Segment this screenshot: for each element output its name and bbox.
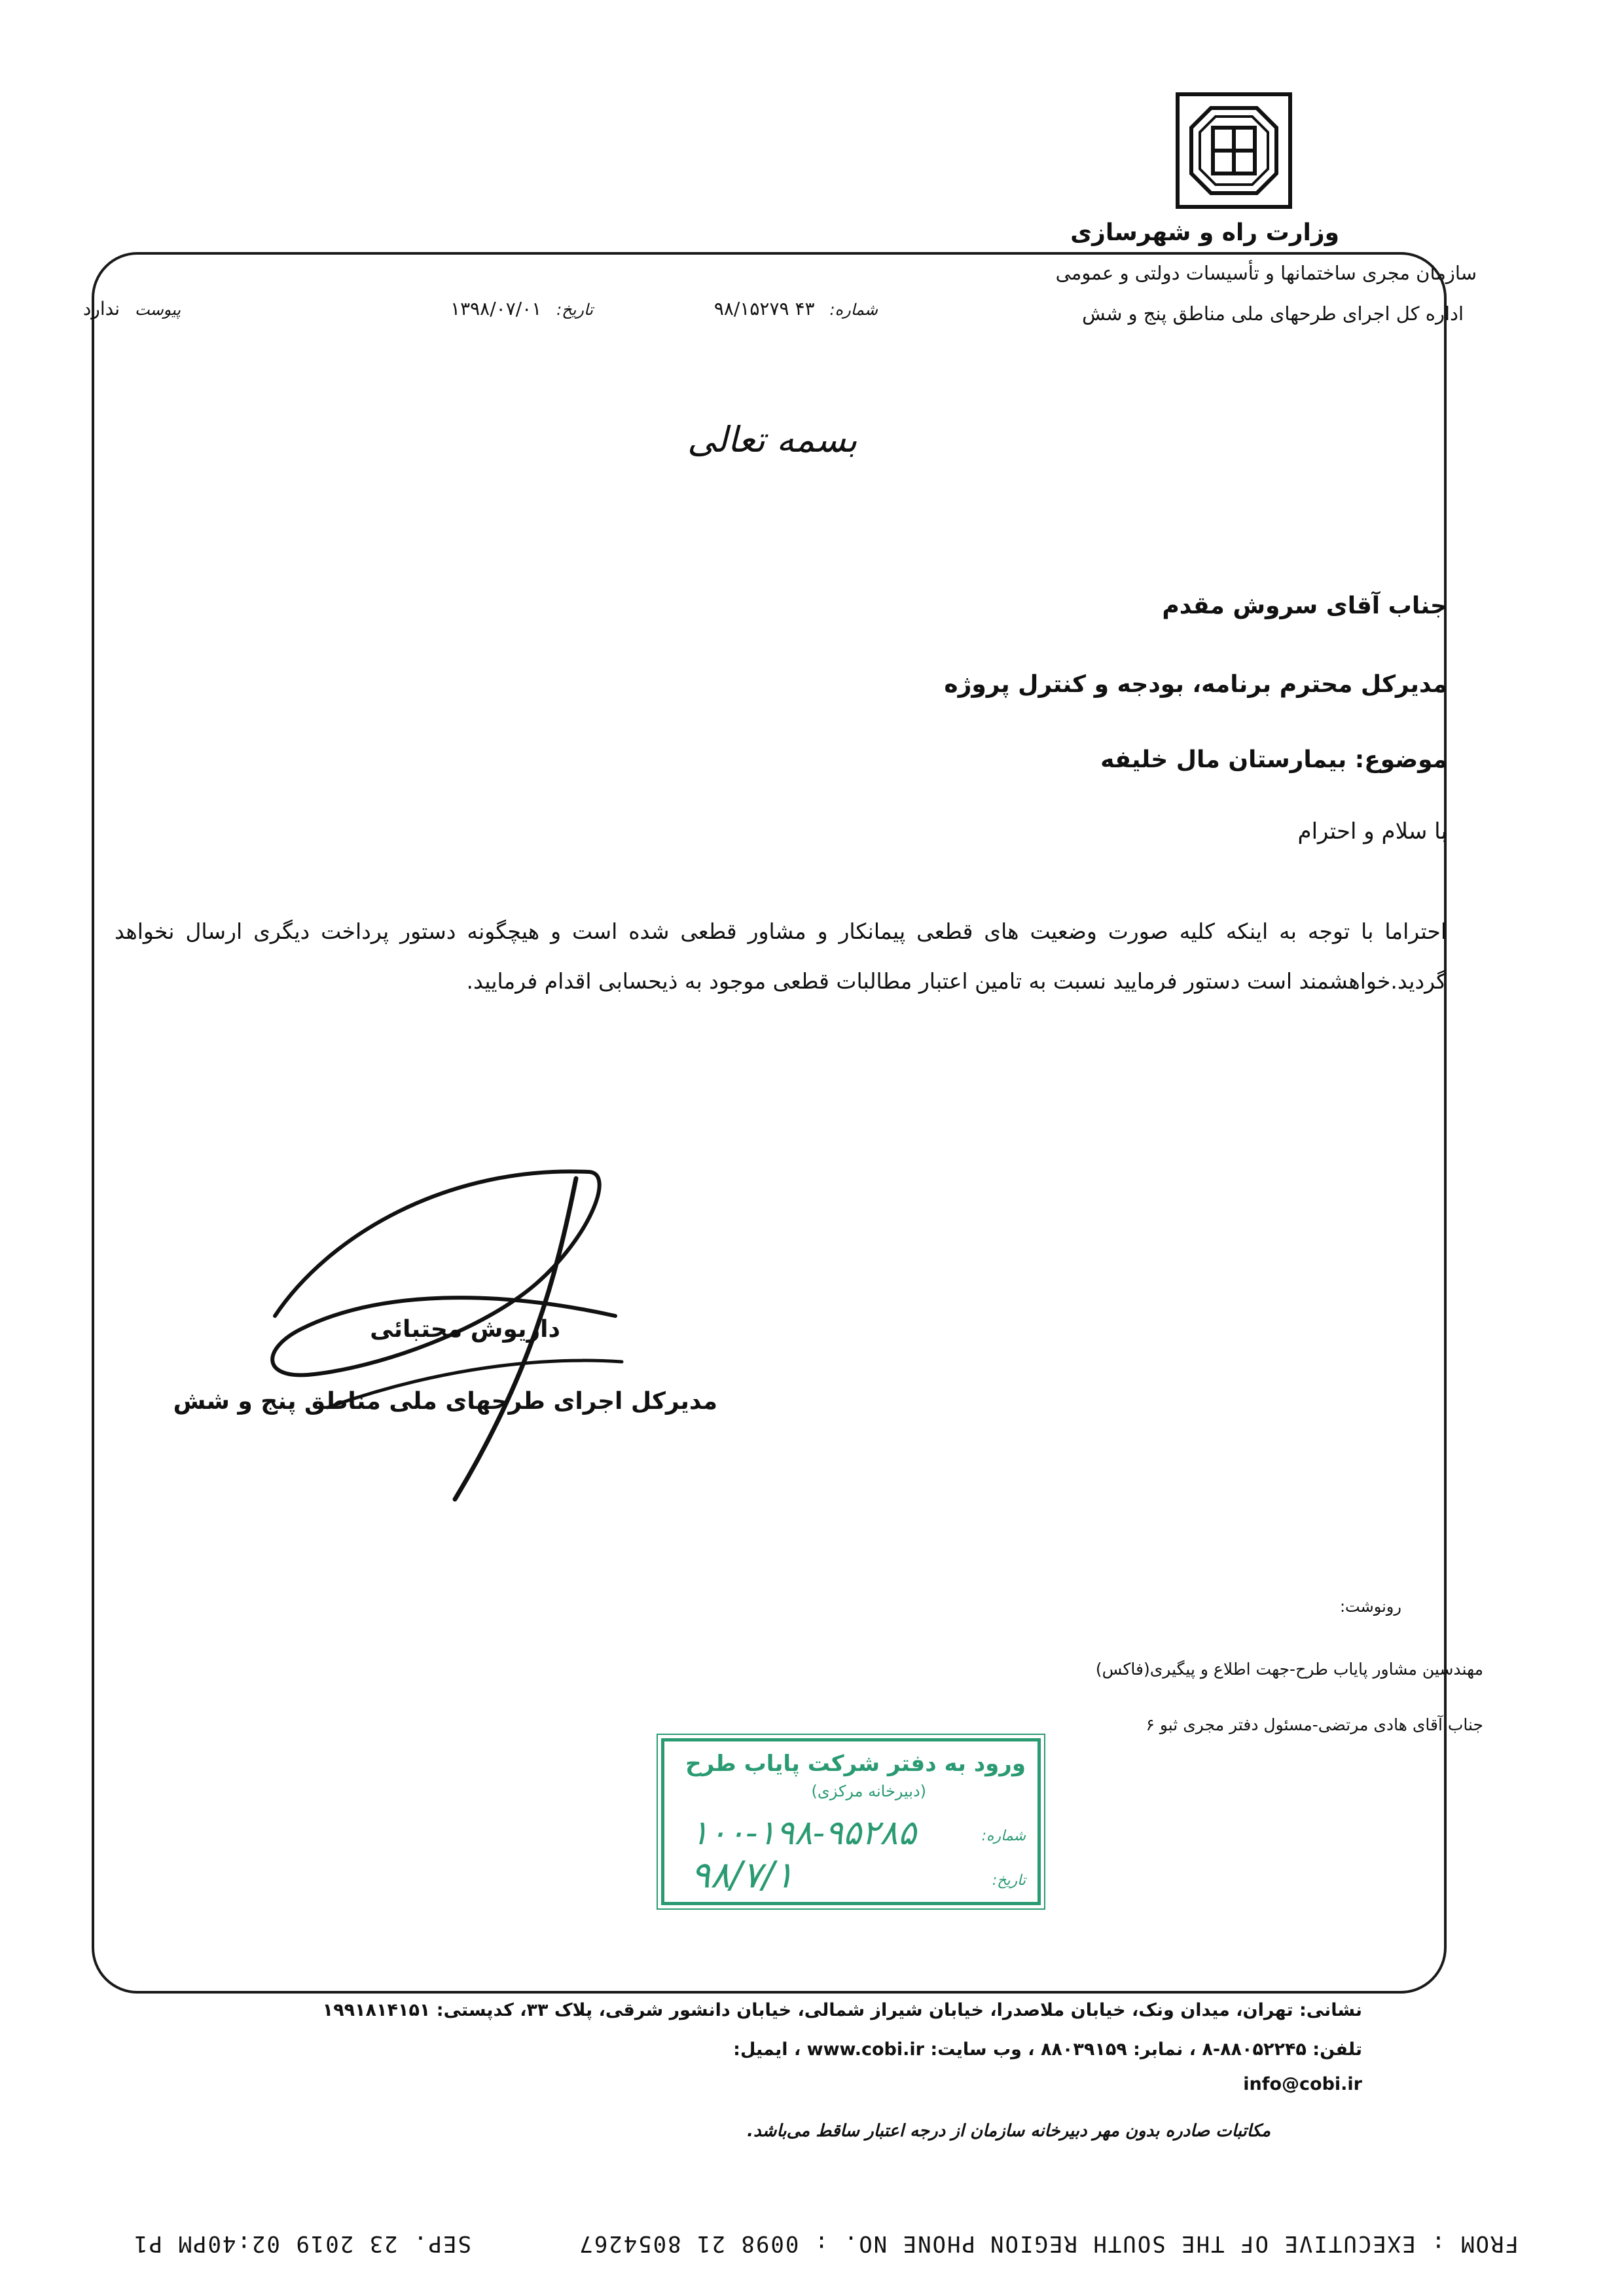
footer-footnote: مکاتبات صادره بدون مهر دبیرخانه سازمان از درجه اعتبار ساقط می‌باشد. [747,2121,1271,2141]
ministry-logo-icon [1175,92,1293,210]
letter-body: احتراما با توجه به اینکه کلیه صورت وضعیت های قطعی پیمانکار و مشاور قطعی شده است و هیچگونه دستور پرداخت دیگری ارسال نخواهد گردید.خواهشمند است دستور فرمایید نسبت به تامین اعتبار مطالبات قطعی موجود به ذیحسابی اقدام فرمایید. [115,919,1447,994]
recipient-role: مدیرکل محترم برنامه، بودجه و کنترل پروژه [944,671,1447,698]
footer-email: info@cobi.ir [1243,2074,1362,2094]
letter-number-value: ۴۳ ۹۸/۱۵۲۷۹ [713,298,815,319]
letter-attachment-label: پیوست [135,301,181,319]
letter-date-value: ۱۳۹۸/۰۷/۰۱ [450,298,542,319]
bismillah-heading: بسمه تعالی [687,419,857,460]
cc-label: رونوشت: [1339,1597,1401,1616]
letter-number [714,298,878,319]
fax-from: FROM : EXECUTIVE OF THE SOUTH REGION [989,2231,1519,2257]
footer-address: نشانی: تهران، میدان ونک، خیابان ملاصدرا، خیابان شیراز شمالی، خیابان دانشور شرقی، پلاک ۳۳، کدپستی: ۱۹۹۱۸۱۴۱۵۱ [322,2000,1362,2020]
organization-name: سازمان مجری ساختمانها و تأسیسات دولتی و عمومی [1055,262,1477,284]
stamp-date-label: تاریخ: [992,1872,1026,1889]
letter-subject: موضوع: بیمارستان مال خلیفه [1100,746,1447,773]
footer-contact: تلفن: ۸۸۰۵۲۲۴۵-۸ ، نمابر: ۸۸۰۳۹۱۵۹ ، وب سایت: www.cobi.ir ، ایمیل: [733,2039,1362,2060]
cc-item: مهندسین مشاور پایاب طرح-جهت اطلاع و پیگیری(فاکس) [1095,1660,1483,1679]
letter-date [450,298,593,319]
receipt-stamp [661,1738,1041,1905]
fax-date: SEP. 23 2019 02:40PM P1 [133,2231,471,2257]
stamp-title: ورود به دفتر شرکت پایاب طرح [685,1751,1026,1777]
fax-phone: PHONE NO. : 0098 21 8054267 [578,2231,975,2257]
fax-header [79,2223,1519,2262]
stamp-date-value: ۹۸/۷/۱ [691,1854,795,1897]
letter-greeting: با سلام و احترام [1297,818,1447,845]
letter-date-label: تاریخ: [556,301,593,319]
letter-number-label: شماره: [829,301,878,319]
stamp-number-value: ۱۰۰-۱۹۸-۹۵۲۸۵ [691,1813,916,1853]
cc-item: جناب آقای هادی مرتضی-مسئول دفتر مجری ثبو ۶ [1146,1715,1483,1734]
letter-attachment-value: ندارد [82,298,120,319]
signatory-title: مدیرکل اجرای طرحهای ملی مناطق پنج و شش [173,1388,717,1415]
signatory-name: داریوش مجتبائی [370,1316,560,1343]
ministry-name: وزارت راه و شهرسازی [1070,219,1339,246]
stamp-subtitle: (دبیرخانه مرکزی) [811,1782,926,1800]
letter-attachment [83,298,181,319]
department-name: اداره کل اجرای طرحهای ملی مناطق پنج و شش [1082,302,1464,325]
stamp-number-label: شماره: [981,1828,1026,1844]
recipient-name: جناب آقای سروش مقدم [1162,592,1447,619]
